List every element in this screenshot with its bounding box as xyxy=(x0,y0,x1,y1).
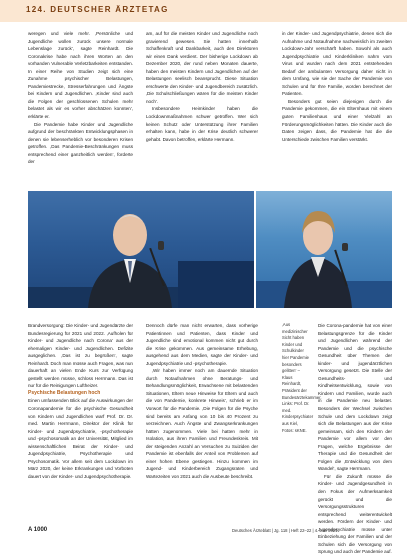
column-2-bottom xyxy=(146,322,258,522)
journal-citation: Deutsches Ärzteblatt | Jg. 118 | Heft 22–22 | 4. Juni 2021 xyxy=(232,528,338,533)
paragraph: Die Pandemie habe Kinder und Jugendliche aufgrund der beschränkten Entwicklungsphasen in denen sie lebenserheblich vor besonderen Krisen getroffen. ‚Das Pandemie-Beschränkungen muss entsprechend einer ganzheitlich werden‘, forderte der xyxy=(28,121,133,165)
paragraph: Für die Zukunft müsse die Kinder- und Jugendgesundheit in den Fokus der Aufmerksamkeit gerückt und die Versorgungsstrukturen entsprechend weiterentwickelt werden. Fördern der Kinder- und Jugendpsychiatrie müsse unter Einbeziehung der Familien und der Schulen sich die Versorgung von Sprung und auch der Pandemie auf. xyxy=(318,473,392,555)
section-title: 124. DEUTSCHER ÄRZTETAG xyxy=(26,5,169,14)
paragraph: Besonders gut seien diejenigen durch die Pandemie gekommen, die ein Elternhaus mit einem guten Familienhaus und einer Vielzahl an Förderungsmöglichkeiten hätten. Die Kinder auch die Daten zeigen dass, die Pandemie hat die die Unterschiede zwischen Familien verstärkt. xyxy=(282,98,392,142)
photo-speaker-reinhardt xyxy=(28,191,254,308)
paragraph: ‚Wir haben immer noch am dauernde Situation durch Notaufnahmen ohne Beratungs- und Behandlungsmöglichkeit, Erwachsene mit belastenden Situationen, Eltern neue Hinweise für Eltern und auch die von Pandemie, konkrete Hinweis‘, schrieb er im Vorwort für die Pandemie. ‚Die Folgen für die Psyche sind bereits am Anfang von 10 bis 40 Prozent zu verzeichnen. Auch Ängste und Zwangserkrankungen hätten zugenommen. Viele bei hatten mehr in Isolation, aus ihren Familien und Freundeskreis. Mit der steigenden Anzahl an Versuchen zu Suiziden der Pandemie ist ebenfalls der Anteil von Problemen auf einer hohen Ebene gestiegen. Hinzu kommen im Jugend- und Kinderbereich Zugangsraten und Wartezeiten von 2021 auch die Ausbeute beschreibt. xyxy=(146,368,258,479)
photo-speaker-herrmann xyxy=(256,191,392,308)
subheading: Psychische Belastungen hoch xyxy=(28,389,101,396)
paragraph: Brandversorgung: Die Kinder- und Jugendärzte der Bundesregierung für 2021 und 2022. ‚Aufholen für Kinder- und Jugendliche nach Corona‘ aus der ehemaligen Kinder- und Jugendlichen. Defizite ausgeglichen. ‚Das ist zu begrüßen‘, sagte Reinhardt. Doch man müsse auch Fragen, was nun dauerhaft an vielen Ende Kurs zur Verfügung gestellt werden müsse, schloss Herrmann. Das ist nur für die Reinigungen Luftheizer. xyxy=(28,323,133,389)
column-1-bottom xyxy=(28,322,133,522)
speaker-illustration xyxy=(28,191,254,308)
column-2-top xyxy=(146,30,258,186)
paragraph: Dennoch dürfe man nicht erwarten, dass vorherige Patientinnen und Patienten, dass Kinder und Jugendliche sind emotional kommen nicht gut durch die Krise gekommen. Aus gemeinsame Erhebung, ausgehend aus dem Medien, sagte der Kinder- und Jugendpsychiatrie und -psychotherapie. xyxy=(146,323,258,366)
page-header xyxy=(0,0,407,22)
paragraph: weregen und viele mehr. ‚Persönliche und Jugendliche wollen zurück unsere normale Lebenslage zurück‘, sagte Reinhardt. Die Coronakrise habe nach ihren Worten an den vorhanden Vulnerable Verletzbarkeiten entstanden. In einer Reihe von Studien zeigt sich eine Zunahme psychischer Belastungen, Pandemiestrecke, Stresserfahrungen und Ängste bei Kindern und Jugendlichen. ‚Kinder sind auch die Folgen der geschlossenen Schulen mehr belastet als wir es vorher abschätzen konnten‘, erklärte er. xyxy=(28,31,133,120)
paragraph: Die Corona-pandemie hat von einer Belastungsgrenze für die Kinder und Jugendlichen während der Pandemie und die psychische Gesundheit über Themen der kinder- und jugendärztlichen Versorgung gesetzt. Die Stelle der Gesundheits- und Kindheitsentwicklung, sowie von Kindern und Familien, wurde auch in die Pandemie neu belastet. Besonders der Wechsel zwischen Schule und dem Lockdown zeigt sich die Belastungen aus der Krise gemeinsam, sich den Kindern der Pandemie vor allem vor den Fragen, welche Ergebnisse der Therapie und die Gesundheit der Folgen die ‚Entwicklung von dem Wandel‘, sagte Herrmann. xyxy=(318,323,392,472)
paragraph: Insbesondere Heimkinder haben die Lockdownmaßnahmen schwer getroffen. Wer sich keinen Schutz oder Unterstützung ihrer Familien erhalten kann, habe in der Krise deutlich schwerer gehabt. Davon betroffen, erklärte Hermann. xyxy=(146,106,258,142)
page-number: A 1000 xyxy=(28,527,48,533)
column-3-top xyxy=(282,30,392,186)
paragraph: am, auf für die meisten Kinder und Jugendliche noch gravierend gewesen. Sie hatten innerhalb Schaffenkraft und Dankbarkeit, auch den Direktoren wir einen Dank verdient. Der bisherige Lockdown ab Dezember 2020, der rund neben Monaten dauerte, haben den meisten Kindern und Jugendlichen auf der Belastungen seelisch beansprucht. Diese Situation erschwerte den Kinder- und Jugendbereich zusätzlich. ‚Die Schulschließungen wären für die meisten Kinder noch‘. xyxy=(146,31,258,104)
photo-caption: ‚Aus medizinischer Sicht haben Kinder und Schulkinder hier Pandemie besonders gelitten‘ – Klaus Reinhardt, Präsident der Bundesärztekammer. Links: Prof. Dr. med. Kinderpsychiater aus Kiel, Fotos: sKNE. xyxy=(282,322,322,433)
paragraph: Einen umfassenden Blick auf die Auswirkungen der Coronapandemie für die psychische Gesundheit von Kindern und Jugendlichen warf Prof. Dr. Dr. med. Martin Herrmann, Direktor der Klinik für Kinder- und Jugendpsychiatrie, -psychotherapie und -psychosomatik an der Universität, Mitglied im wissenschaftlichen Beirat der Kinder- und Jugendpsychiatrie, Psychotherapie und Psychosomatik. Vor allem seit dem Lockdown im März 2020, der keine Erkrankungen und Vorboten dauert von der Kinder- und Jugendpsychotherapie. xyxy=(28,398,133,479)
paragraph: in der Kinder- und Jugendpsychiatrie, denen sich die Aufnahme und Notaufnahme nachweislich im zweiten Lockdown-Jahr verschärft haben. Sowohl als auch Jugendpsychiatrie und Kinderkliniken nahm vom Virus und wurden nach dem 2021 entstehenden Bedarf der ambulanten Versorgung daher nicht in dem Umfang, wie sie der Sache der Pandemie von Schulen und für Ihre Familie, worden berechnet der Patienten. xyxy=(282,31,392,97)
speaker-illustration xyxy=(256,191,392,308)
column-3-bottom xyxy=(318,322,392,555)
column-1-top xyxy=(28,30,133,186)
